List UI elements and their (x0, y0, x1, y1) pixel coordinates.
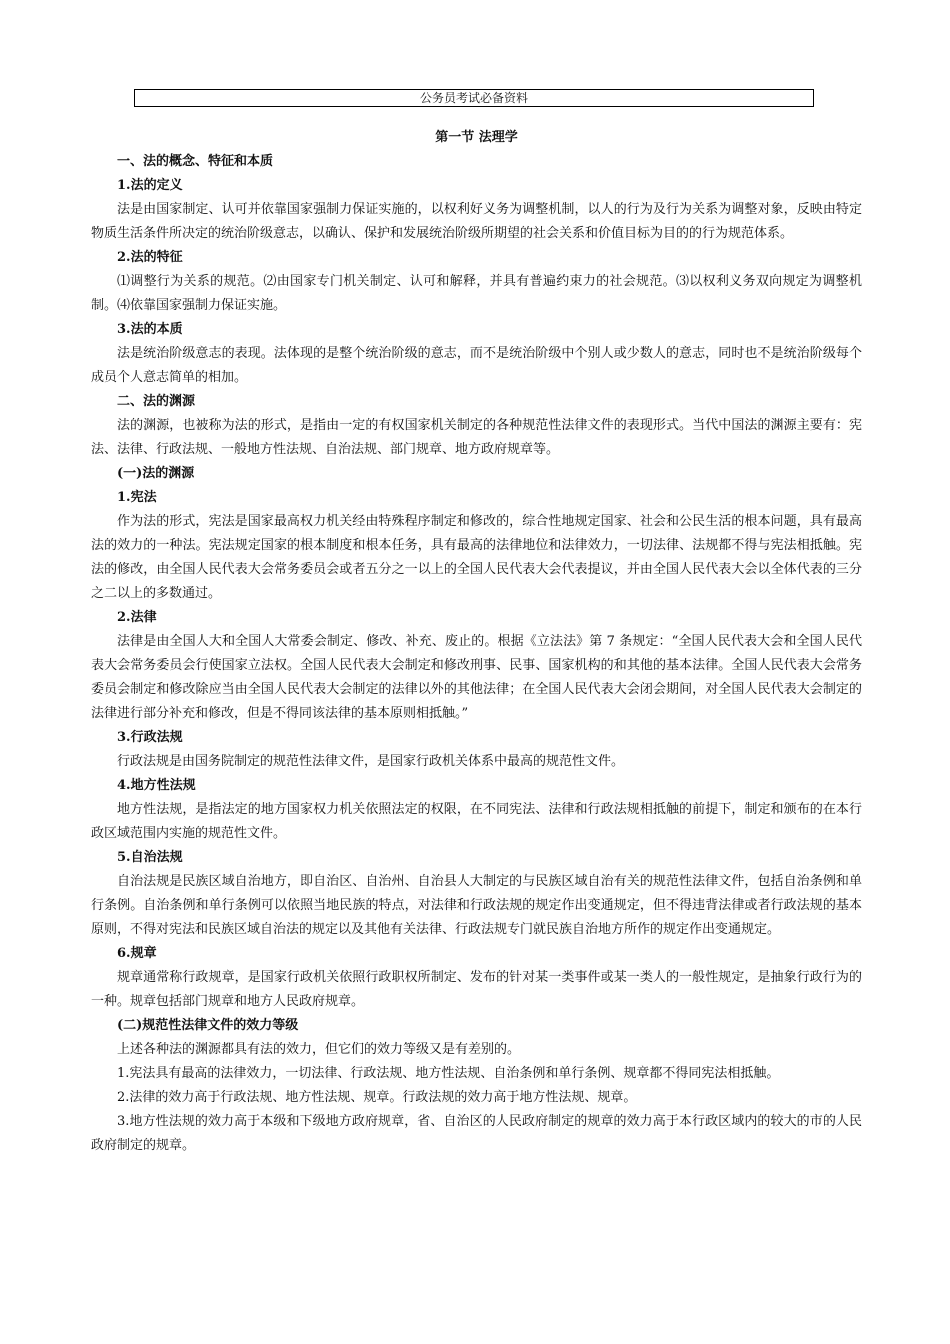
heading-effect-levels: (二)规范性法律文件的效力等级 (117, 1018, 299, 1033)
paragraph-local-regulations: 地方性法规，是指法定的地方国家权力机关依照法定的权限，在不同宪法、法律和行政法规相抵触的前提下，制定和颁布的在本行政区域范围内实施的规范性文件。 (91, 802, 862, 841)
heading-features: 2.法的特征 (117, 250, 183, 265)
paragraph-law: 法律是由全国人大和全国人大常委会制定、修改、补充、废止的。根据《立法法》第 7 条规定：“全国人民代表大会和全国人民代表大会常务委员会行使国家立法权。全国人民代表大会制定和修改刑事、民事、国家机构的和其他的基本法律。全国人民代表大会常务委员会制定和修改除应当由全国人民代表大会制定的法律以外的其他法律；在全国人民代表大会闭会期间，对全国人民代表大会制定的法律进行部分补充和修改，但是不得同该法律的基本原则相抵触。” (91, 634, 862, 721)
heading-constitution: 1.宪法 (117, 490, 157, 505)
paragraph-essence: 法是统治阶级意志的表现。法体现的是整个统治阶级的意志，而不是统治阶级中个别人或少数人的意志，同时也不是统治阶级每个成员个人意志简单的相加。 (91, 346, 862, 385)
paragraph-effect-intro: 上述各种法的渊源都具有法的效力，但它们的效力等级又是有差别的。 (117, 1042, 521, 1057)
heading-autonomy-regulations: 5.自治法规 (117, 850, 183, 865)
heading-sources-sub1: (一)法的渊源 (117, 466, 195, 481)
list-item: 1.宪法具有最高的法律效力，一切法律、行政法规、地方性法规、自治条例和单行条例、规章都不得同宪法相抵触。 (117, 1066, 780, 1081)
paragraph-autonomy-regulations: 自治法规是民族区域自治地方，即自治区、自治州、自治县人大制定的与民族区域自治有关的规范性法律文件，包括自治条例和单行条例。自治条例和单行条例可以依照当地民族的特点，对法律和行政法规的规定作出变通规定，但不得违背法律或者行政法规的基本原则，不得对宪法和民族区域自治法的规定以及其他有关法律、行政法规专门就民族自治地方所作的规定作出变通规定。 (91, 874, 862, 937)
heading-sources: 二、法的渊源 (117, 394, 196, 409)
heading-essence: 3.法的本质 (117, 322, 183, 337)
heading-local-regulations: 4.地方性法规 (117, 778, 196, 793)
paragraph-definition: 法是由国家制定、认可并依靠国家强制力保证实施的，以权利好义务为调整机制，以人的行为及行为关系为调整对象，反映由特定物质生活条件所决定的统治阶级意志，以确认、保护和发展统治阶级所期望的社会关系和价值目标为目的的行为规范体系。 (91, 202, 862, 241)
heading-definition: 1.法的定义 (117, 178, 183, 193)
heading-concept: 一、法的概念、特征和本质 (117, 154, 274, 169)
heading-admin-regulations: 3.行政法规 (117, 730, 183, 745)
section-title: 第一节 法理学 (435, 130, 518, 145)
page-header-box (134, 89, 814, 107)
list-item: 3.地方性法规的效力高于本级和下级地方政府规章，省、自治区的人民政府制定的规章的效力高于本行政区域内的较大的市的人民政府制定的规章。 (91, 1114, 862, 1153)
paragraph-admin-regulations: 行政法规是由国务院制定的规范性法律文件，是国家行政机关体系中最高的规范性文件。 (117, 754, 625, 769)
list-item: 2.法律的效力高于行政法规、地方性法规、规章。行政法规的效力高于地方性法规、规章。 (117, 1090, 637, 1105)
paragraph-constitution: 作为法的形式，宪法是国家最高权力机关经由特殊程序制定和修改的，综合性地规定国家、社会和公民生活的根本问题，具有最高法的效力的一种法。宪法规定国家的根本制度和根本任务，具有最高的法律地位和法律效力，一切法律、法规都不得与宪法相抵触。宪法的修改，由全国人民代表大会常务委员会或者五分之一以上的全国人民代表大会代表提议，并由全国人民代表大会以全体代表的三分之二以上的多数通过。 (91, 514, 862, 601)
paragraph-sources-intro: 法的渊源，也被称为法的形式，是指由一定的有权国家机关制定的各种规范性法律文件的表现形式。当代中国法的渊源主要有：宪法、法律、行政法规、一般地方性法规、自治法规、部门规章、地方政府规章等。 (91, 418, 862, 457)
heading-rules: 6.规章 (117, 946, 157, 961)
paragraph-rules: 规章通常称行政规章，是国家行政机关依照行政职权所制定、发布的针对某一类事件或某一类人的一般性规定，是抽象行政行为的一种。规章包括部门规章和地方人民政府规章。 (91, 970, 862, 1009)
heading-law: 2.法律 (117, 610, 157, 625)
document-body (91, 126, 862, 1158)
page-header-label: 公务员考试必备资料 (419, 91, 528, 105)
paragraph-features: ⑴调整行为关系的规范。⑵由国家专门机关制定、认可和解释，并具有普遍约束力的社会规范。⑶以权利义务双向规定为调整机制。⑷依靠国家强制力保证实施。 (91, 274, 862, 313)
